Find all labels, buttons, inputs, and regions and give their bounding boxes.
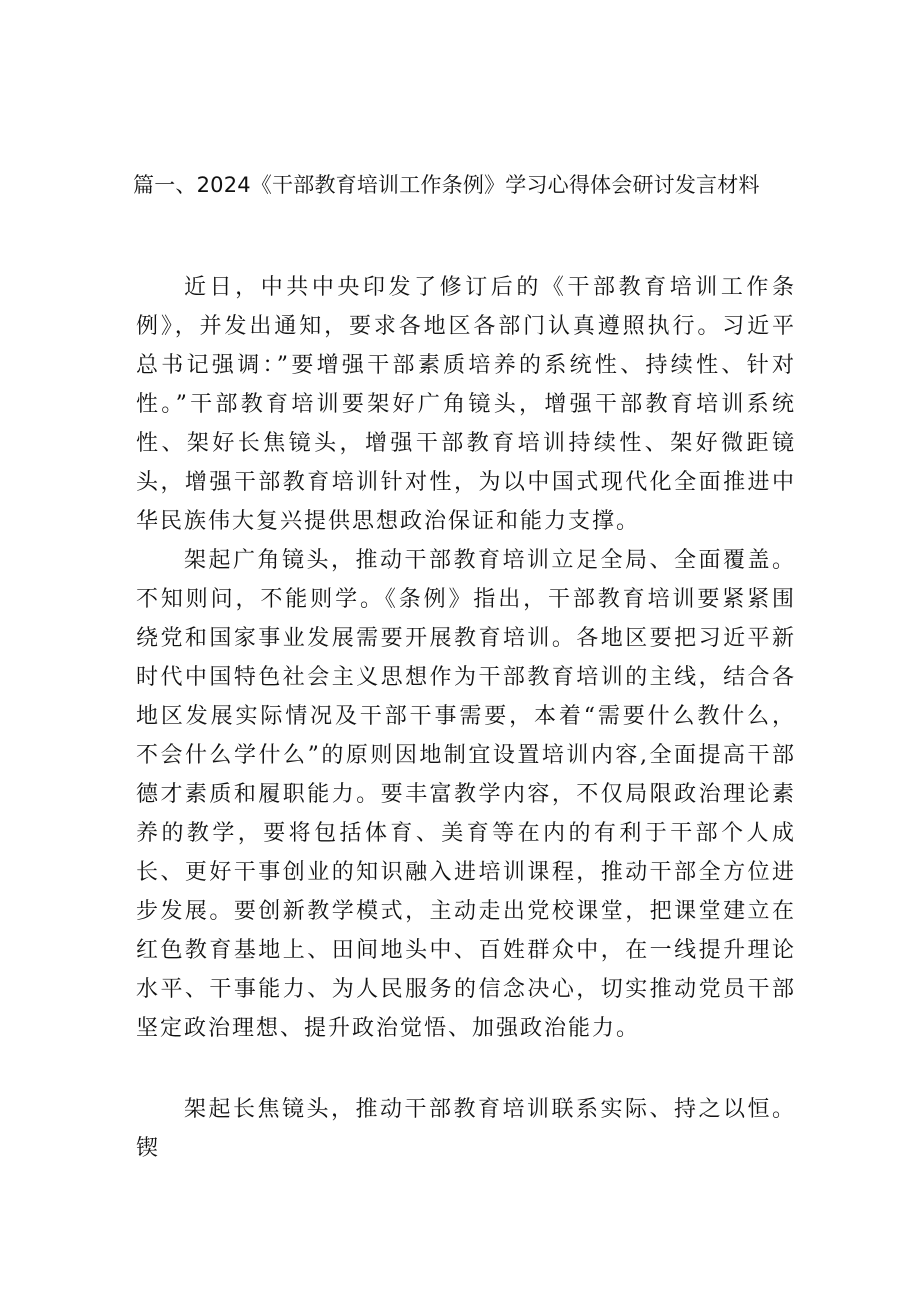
document-title: 篇一、2024《干部教育培训工作条例》学习心得体会研讨发言材料: [133, 173, 760, 197]
paragraph-intro: 近日，中共中央印发了修订后的《干部教育培训工作条例》，并发出通知，要求各地区各部门认真遵照执行。习近平总书记强调：”要增强干部素质培养的系统性、持续性、针对性。”干部教育培训要架好广角镜头，增强干部教育培训系统性、架好长焦镜头，增强干部教育培训持续性、架好微距镜头，增强干部教育培训针对性，为以中国式现代化全面推进中华民族伟大复兴提供思想政治保证和能力支撑。: [136, 275, 796, 534]
paragraph-telephoto: 架起长焦镜头，推动干部教育培训联系实际、持之以恒。锲: [136, 1097, 796, 1161]
document-body: [136, 268, 796, 1168]
paragraph-wide-angle: 架起广角镜头，推动干部教育培训立足全局、全面覆盖。不知则问，不能则学。《条例》指出，干部教育培训要紧紧围绕党和国家事业发展需要开展教育培训。各地区要把习近平新时代中国特色社会主义思想作为干部教育培训的主线，结合各地区发展实际情况及干部干事需要，本着“需要什么教什么，不会什么学什么”的原则因地制宜设置培训内容,全面提高干部德才素质和履职能力。要丰富教学内容，不仅局限政治理论素养的教学，要将包括体育、美育等在内的有利于干部个人成长、更好干事创业的知识融入进培训课程，推动干部全方位进步发展。要创新教学模式，主动走出党校课堂，把课堂建立在红色教育基地上、田间地头中、百姓群众中，在一线提升理论水平、干事能力、为人民服务的信念决心，切实推动党员干部坚定政治理想、提升政治觉悟、加强政治能力。: [136, 548, 796, 1041]
